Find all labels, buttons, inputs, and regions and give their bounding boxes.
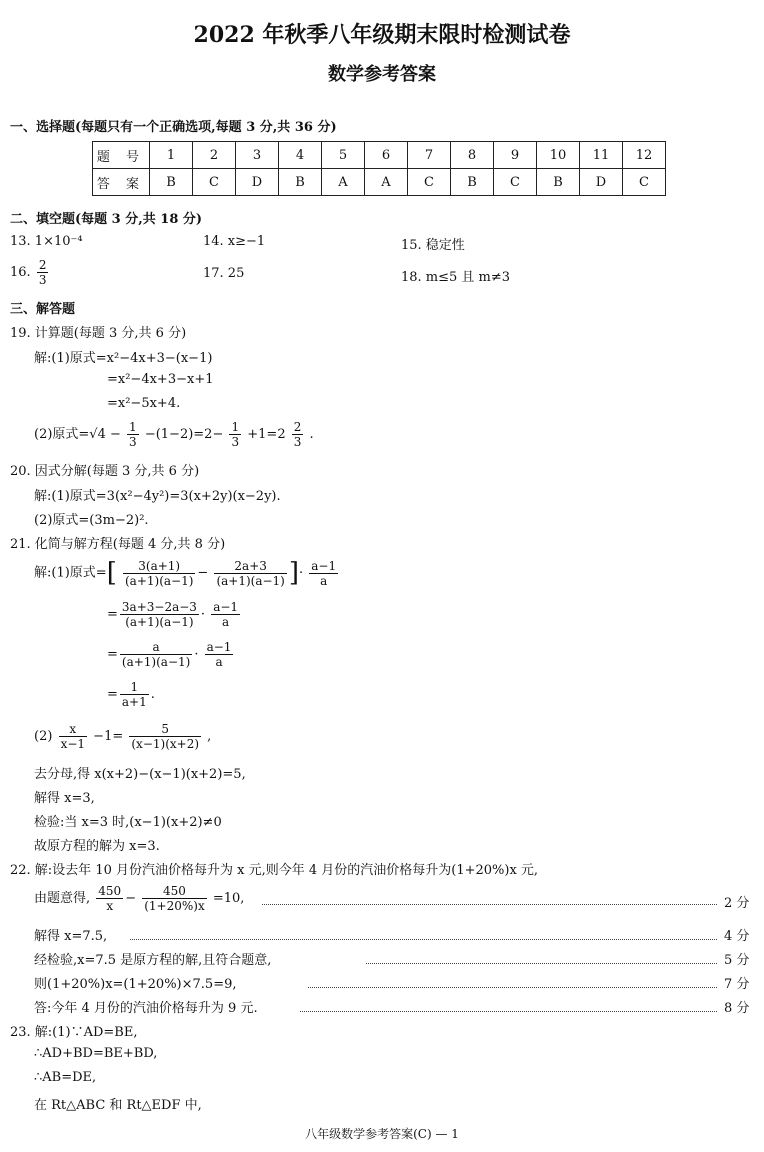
answer-cell: C xyxy=(494,169,537,196)
q19-line1: 解:(1)原式=x²−4x+3−(x−1) xyxy=(34,351,213,366)
q21-line-d: 故原方程的解为 x=3. xyxy=(34,839,160,854)
q22-line3: 经检验,x=7.5 是原方程的解,且符合题意, xyxy=(34,953,272,968)
score-2: 2 分 xyxy=(724,896,750,911)
dotted-leader xyxy=(308,987,717,988)
q20-line2: (2)原式=(3m−2)². xyxy=(34,513,149,528)
q22-line1: 由题意得, $\frac{450}{x}$ − $\frac{450}{(1+20\%)x}$ =10, xyxy=(34,884,245,913)
score-5: 5 分 xyxy=(724,953,750,968)
answer-13: 13. 1×10⁻⁴ xyxy=(10,234,83,249)
page-subtitle: 数学参考答案 xyxy=(328,64,436,85)
score-7: 7 分 xyxy=(724,977,750,992)
dotted-leader xyxy=(366,963,717,964)
question-number-cell: 1 xyxy=(150,142,193,169)
question-number-cell: 6 xyxy=(365,142,408,169)
section1-heading: 一、选择题(每题只有一个正确选项,每题 3 分,共 36 分) xyxy=(10,120,337,135)
score-8: 8 分 xyxy=(724,1001,750,1016)
q21-part2: (2) $\frac{x}{x-1}$ −1= $\frac{5}{(x-1)(x+2)}$ , xyxy=(34,722,212,751)
question-number-cell: 9 xyxy=(494,142,537,169)
q23-line0: 23. 解:(1)∵AD=BE, xyxy=(10,1025,138,1040)
question-number-cell: 11 xyxy=(580,142,623,169)
row-label-answer: 答 案 xyxy=(93,169,150,196)
q21-line1: 解:(1)原式=[ $\frac{3(a+1)}{(a+1)(a-1)}$ − $\frac{2a+3}{(a+1)(a-1)}$ ]· $\frac{a-1}{a}$ xyxy=(34,558,337,588)
table-row xyxy=(93,142,666,169)
question-number-cell: 12 xyxy=(623,142,666,169)
q22-line5: 答:今年 4 月份的汽油价格每升为 9 元. xyxy=(34,1001,258,1016)
answer-cell: D xyxy=(236,169,279,196)
question-number-cell: 2 xyxy=(193,142,236,169)
answer-15: 15. 稳定性 xyxy=(401,238,465,253)
answer-16: 16. $\frac{2}{3}$ xyxy=(10,258,47,287)
fraction: $\frac{2}{3}$ xyxy=(38,258,47,287)
dotted-leader xyxy=(262,904,717,905)
dotted-leader xyxy=(130,939,717,940)
answer-cell: B xyxy=(537,169,580,196)
q21-line4: = $\frac{1}{a+1}$ . xyxy=(107,680,155,709)
question-number-cell: 5 xyxy=(322,142,365,169)
question-number-cell: 4 xyxy=(279,142,322,169)
q19-heading: 19. 计算题(每题 3 分,共 6 分) xyxy=(10,326,187,341)
q21-line2: = $\frac{3a+3-2a-3}{(a+1)(a-1)}$ · $\frac{a-1}{a}$ xyxy=(107,600,239,629)
q22-line2: 解得 x=7.5, xyxy=(34,929,108,944)
q19-line4: (2)原式=√4 − $\frac{1}{3}$ −(1−2)=2− $\frac{1}{3}$ +1=2 $\frac{2}{3}$ . xyxy=(34,420,314,449)
section3-heading: 三、解答题 xyxy=(10,302,76,317)
dotted-leader xyxy=(300,1011,717,1012)
answer-18: 18. m≤5 且 m≠3 xyxy=(401,270,511,285)
q21-line-a: 去分母,得 x(x+2)−(x−1)(x+2)=5, xyxy=(34,767,246,782)
page-footer: 八年级数学参考答案(C) — 1 xyxy=(305,1127,459,1141)
answer-cell: C xyxy=(623,169,666,196)
answer-cell: B xyxy=(150,169,193,196)
question-number-cell: 10 xyxy=(537,142,580,169)
q20-line1: 解:(1)原式=3(x²−4y²)=3(x+2y)(x−2y). xyxy=(34,489,281,504)
answer-cell: D xyxy=(580,169,623,196)
q21-line3: = $\frac{a}{(a+1)(a-1)}$ · $\frac{a-1}{a}$ xyxy=(107,640,232,669)
answer-cell: C xyxy=(408,169,451,196)
q23-line3: 在 Rt△ABC 和 Rt△EDF 中, xyxy=(34,1098,202,1113)
q22-line4: 则(1+20%)x=(1+20%)×7.5=9, xyxy=(34,977,237,992)
table-row xyxy=(93,169,666,196)
answer-table xyxy=(92,141,666,196)
question-number-cell: 7 xyxy=(408,142,451,169)
answer-cell: B xyxy=(451,169,494,196)
question-number-cell: 8 xyxy=(451,142,494,169)
section2-heading: 二、填空题(每题 3 分,共 18 分) xyxy=(10,212,203,227)
answer-14: 14. x≥−1 xyxy=(203,234,266,249)
q23-line2: ∴AB=DE, xyxy=(34,1070,97,1085)
q22-line0: 22. 解:设去年 10 月份汽油价格每升为 x 元,则今年 4 月份的汽油价格每升为(1+20%)x 元, xyxy=(10,863,539,878)
q23-line1: ∴AD+BD=BE+BD, xyxy=(34,1046,158,1061)
q21-line-b: 解得 x=3, xyxy=(34,791,95,806)
answer-cell: B xyxy=(279,169,322,196)
q19-line3: =x²−5x+4. xyxy=(107,396,181,411)
answer-cell: A xyxy=(322,169,365,196)
q19-line2: =x²−4x+3−x+1 xyxy=(107,372,214,387)
answer-17: 17. 25 xyxy=(203,266,245,281)
score-4: 4 分 xyxy=(724,929,750,944)
question-number-cell: 3 xyxy=(236,142,279,169)
q21-heading: 21. 化简与解方程(每题 4 分,共 8 分) xyxy=(10,537,226,552)
answer-cell: C xyxy=(193,169,236,196)
page-title: 2022 年秋季八年级期末限时检测试卷 xyxy=(193,22,571,48)
answer-cell: A xyxy=(365,169,408,196)
q21-line-c: 检验:当 x=3 时,(x−1)(x+2)≠0 xyxy=(34,815,222,830)
row-label-question: 题 号 xyxy=(93,142,150,169)
q20-heading: 20. 因式分解(每题 3 分,共 6 分) xyxy=(10,464,200,479)
